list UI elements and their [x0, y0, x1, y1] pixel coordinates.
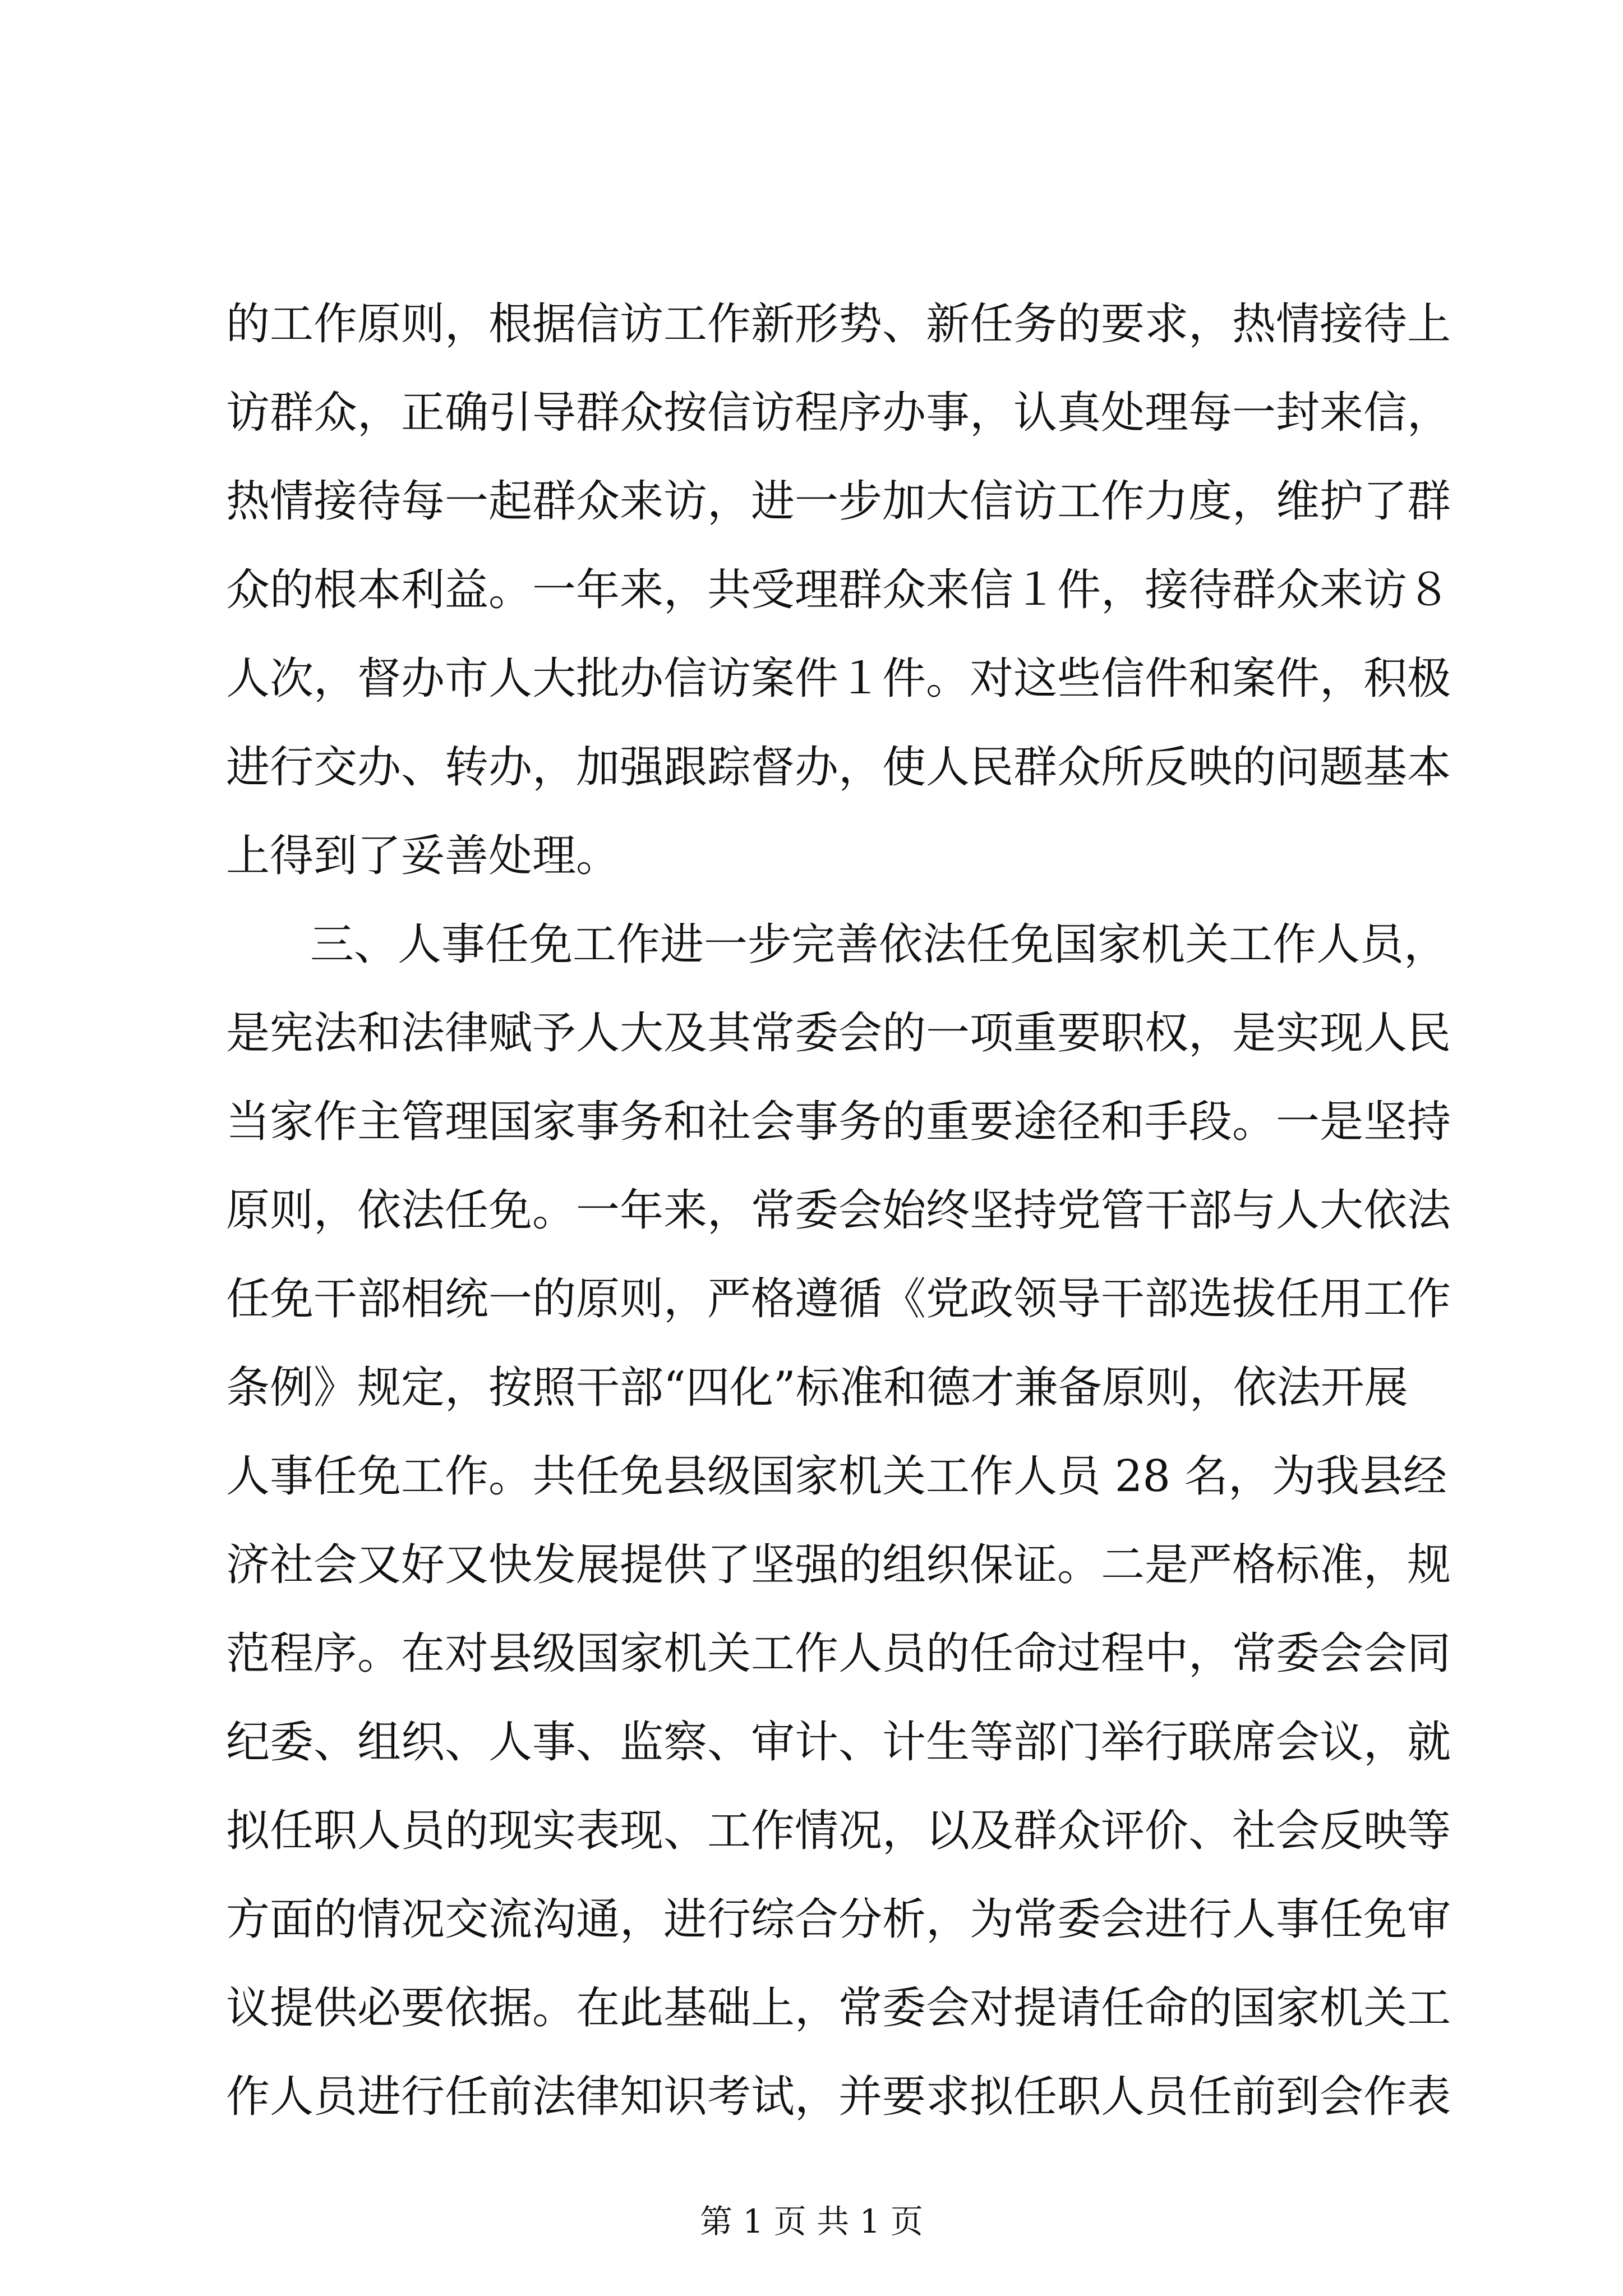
text-line: 议提供必要依据。在此基础上，常委会对提请任命的国家机关工 — [226, 1983, 1451, 2033]
text-line: 进行交办、转办，加强跟踪督办，使人民群众所反映的问题基本 — [226, 742, 1451, 793]
text-line: 方面的情况交流沟通，进行综合分析，为常委会进行人事任免审 — [226, 1894, 1451, 1945]
text-line: 条例》规定，按照干部“四化”标准和德才兼备原则，依法开展 — [226, 1363, 1408, 1413]
text-line: 纪委、组织、人事、监察、审计、计生等部门举行联席会议，就 — [226, 1717, 1451, 1768]
text-line: 任免干部相统一的原则，严格遵循《党政领导干部选拔任用工作 — [226, 1274, 1451, 1324]
page-number-footer: 第 1 页 共 1 页 — [700, 2202, 923, 2240]
paragraph-first-line: 三、人事任免工作进一步完善依法任免国家机关工作人员， — [310, 919, 1448, 970]
text-line: 众的根本利益。一年来，共受理群众来信１件，接待群众来访８ — [226, 565, 1451, 615]
text-line: 上得到了妥善处理。 — [226, 831, 620, 881]
text-line: 热情接待每一起群众来访，进一步加大信访工作力度，维护了群 — [226, 476, 1451, 527]
text-line: 拟任职人员的现实表现、工作情况，以及群众评价、社会反映等 — [226, 1806, 1451, 1856]
text-line: 原则，依法任免。一年来，常委会始终坚持党管干部与人大依法 — [226, 1185, 1451, 1236]
text-line: 人次，督办市人大批办信访案件１件。对这些信件和案件，积极 — [226, 654, 1451, 704]
text-line: 济社会又好又快发展提供了坚强的组织保证。二是严格标准，规 — [226, 1540, 1451, 1590]
text-line: 人事任免工作。共任免县级国家机关工作人员 28 名，为我县经 — [226, 1451, 1447, 1502]
text-line: 当家作主管理国家事务和社会事务的重要途径和手段。一是坚持 — [226, 1097, 1451, 1147]
text-line: 作人员进行任前法律知识考试，并要求拟任职人员任前到会作表 — [226, 2072, 1451, 2122]
text-line: 范程序。在对县级国家机关工作人员的任命过程中，常委会会同 — [226, 1628, 1451, 1679]
text-line: 访群众，正确引导群众按信访程序办事，认真处理每一封来信， — [226, 388, 1451, 438]
text-line: 是宪法和法律赋予人大及其常委会的一项重要职权，是实现人民 — [226, 1008, 1451, 1059]
text-line: 的工作原则，根据信访工作新形势、新任务的要求，热情接待上 — [226, 299, 1451, 349]
